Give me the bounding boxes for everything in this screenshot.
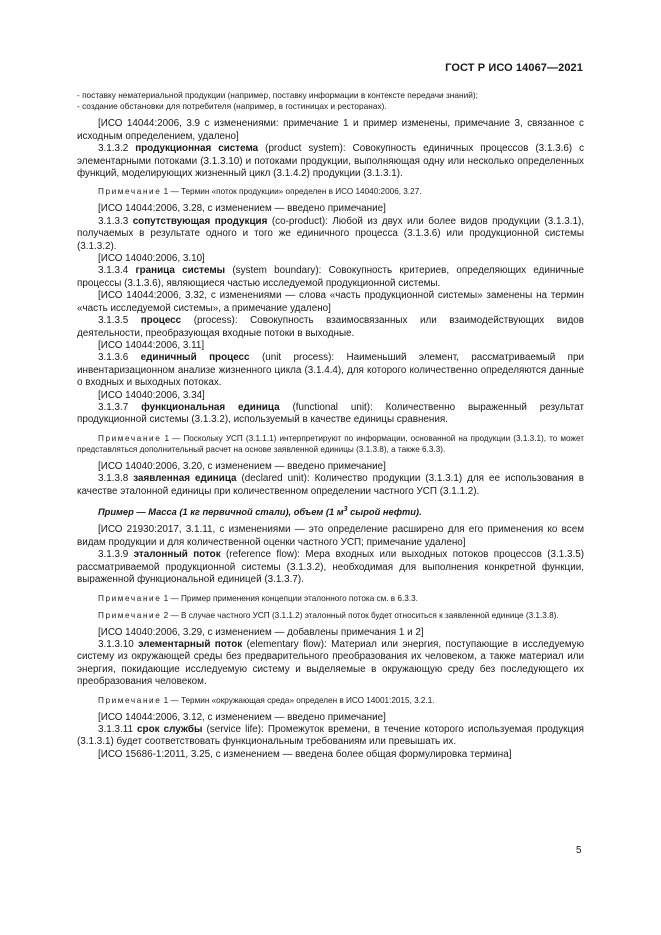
note — [77, 593, 584, 604]
term-3-1-3-10 — [77, 639, 584, 689]
term-title: срок службы — [137, 723, 203, 735]
page-number: 5 — [576, 845, 582, 856]
note-text: 2 — В случае частного УСП (3.1.1.2) эталонный поток будет относиться к заявленной единице (3.1.3.8). — [163, 610, 559, 620]
term-3-1-3-9 — [77, 549, 584, 586]
note-label: Примечание — [98, 433, 162, 443]
term-title: процесс — [140, 315, 182, 327]
note — [77, 610, 584, 621]
term-number: 3.1.3.2 — [98, 143, 129, 155]
note-text: 1 — Термин «поток продукции» определен в ИСО 14040:2006, 3.27. — [163, 187, 422, 197]
term-definition: (elementary flow): Материал или энергия, поступающие в исследуемую систему из окружающей среды без предварительного преобразования их человеком, а также материал или энергия, покидающие исследуемую систему и выделяемые в окружающую среду без последующего их преобразования человеком. — [77, 638, 585, 688]
term-title: эталонный поток — [133, 549, 221, 561]
example — [77, 504, 584, 519]
term-title: сопутствующая продукция — [132, 215, 268, 227]
term-definition: (process): Совокупность взаимосвязанных или взаимодействующих видов деятельности, преобразующая входные потоки в выходные. — [77, 315, 584, 339]
term-3-1-3-11 — [77, 724, 584, 749]
term-definition: (service life): Промежуток времени, в течение которого используемая продукция (3.1.3.1) будет соответствовать функциональным требованиям или превышать их. — [77, 723, 585, 748]
note-text: 1 — Термин «окружающая среда» определен в ИСО 14001:2015, 3.2.1. — [163, 695, 435, 705]
note-label: Примечание — [98, 695, 162, 705]
term-number: 3.1.3.10 — [98, 638, 134, 650]
document-code-header: ГОСТ Р ИСО 14067—2021 — [445, 62, 583, 74]
term-number: 3.1.3.5 — [98, 315, 129, 327]
source-reference: [ИСО 14044:2006, 3.9 с изменениями: примечание 1 и пример изменены, примечание 3, связанное с исходным определением, удалено] — [77, 118, 584, 142]
bullet-item: - создание обстановки для потребителя (например, в гостиницах и ресторанах). — [77, 101, 387, 112]
source-reference: [ИСО 14040:2006, 3.29, с изменением — добавлены примечания 1 и 2] — [98, 626, 424, 638]
source-reference: [ИСО 14040:2006, 3.20, с изменением — введено примечание] — [98, 460, 386, 472]
note — [77, 695, 584, 706]
note — [77, 186, 584, 197]
source-reference: [ИСО 14044:2006, 3.32, с изменениями — слова «часть продукционной системы» заменены на термин «часть исследуемой системы», а примечание удалено] — [77, 290, 584, 314]
source-reference: [ИСО 14040:2006, 3.10] — [98, 253, 205, 265]
term-title: заявленная единица — [133, 473, 237, 485]
term-3-1-3-7 — [77, 402, 584, 427]
example-superscript: 3 — [343, 505, 348, 513]
term-number: 3.1.3.7 — [98, 401, 129, 413]
source-reference: [ИСО 14044:2006, 3.28, с изменением — введено примечание] — [98, 203, 386, 215]
term-definition: (reference flow): Мера входных или выходных потоков процессов (3.1.3.5) рассматриваемой продукционной системы (3.1.3.2), необходимая для выполнения конкретной функции, выраженной функциональной единицей (3.1.3.7). — [77, 549, 585, 586]
source-reference: [ИСО 15686-1:2011, 3.25, с изменением — введена более общая формулировка термина] — [98, 748, 512, 760]
document-body — [77, 90, 584, 761]
note-label: Примечание — [98, 593, 162, 603]
term-number: 3.1.3.9 — [98, 549, 129, 561]
term-3-1-3-4 — [77, 265, 584, 290]
term-title: единичный процесс — [140, 352, 250, 364]
term-number: 3.1.3.8 — [98, 473, 129, 485]
note-text: 1 — Поскольку УСП (3.1.1.1) интерпретируют по информации, основанной на продукции (3.1.3.1), то может представляться дополнительный расчет на основе заявленной единицы (3.1.3.8), а также 6.3.3). — [77, 433, 584, 454]
example-text: Пример — Масса (1 кг первичной стали), объем (1 м — [98, 507, 344, 518]
term-number: 3.1.3.11 — [98, 723, 133, 735]
term-3-1-3-2 — [77, 143, 584, 180]
note-text: 1 — Пример применения концепции эталонного потока см. в 6.3.3. — [163, 593, 418, 603]
term-title: граница системы — [135, 265, 226, 277]
note-label: Примечание — [98, 187, 162, 197]
source-reference: [ИСО 21930:2017, 3.1.11, с изменениями — это определение расширено для его применения ко всем видам продукции и для количественной оценки частного УСП; примечание удалено] — [77, 524, 584, 548]
term-title: продукционная система — [135, 143, 259, 155]
term-3-1-3-8 — [77, 473, 584, 498]
term-definition: (co-product): Любой из двух или более видов продукции (3.1.3.1), получаемых в результате одного и того же единичного процесса (3.1.3.6) или продукционной системы (3.1.3.2). — [77, 215, 584, 252]
term-title: элементарный поток — [138, 638, 243, 650]
term-number: 3.1.3.3 — [98, 215, 129, 227]
term-3-1-3-3 — [77, 216, 584, 253]
note-label: Примечание — [98, 610, 162, 620]
term-definition: (declared unit): Количество продукции (3.1.3.1) для ее использования в качестве эталонной единицы при количественном определении частного УСП (3.1.1.2). — [77, 473, 584, 497]
term-3-1-3-5 — [77, 315, 584, 340]
example-tail: сырой нефти). — [347, 507, 422, 518]
term-definition: (unit process): Наименьший элемент, рассматриваемый при инвентаризационном анализе жизненного цикла (3.1.4.4), для которого количественно определяются данные о входных и выходных потоках. — [77, 352, 585, 389]
source-reference: [ИСО 14044:2006, 3.12, с изменением — введено примечание] — [98, 711, 386, 723]
note — [77, 433, 584, 455]
term-number: 3.1.3.6 — [98, 352, 129, 364]
term-definition: (system boundary): Совокупность критериев, определяющих единичные процессы (3.1.3.6), являющиеся частью исследуемой продукционной системы. — [77, 265, 584, 289]
source-reference: [ИСО 14040:2006, 3.34] — [98, 389, 205, 401]
term-number: 3.1.3.4 — [98, 265, 129, 277]
term-title: функциональная единица — [141, 401, 280, 413]
bullet-item: - поставку нематериальной продукции (например, поставку информации в контексте передачи знаний); — [77, 90, 478, 100]
term-definition: (product system): Совокупность единичных процессов (3.1.3.6) с элементарными потоками (3.1.3.10) и потоками продукции, выполняющая одну или несколько определенных функций, моделирующих жизненный цикл (3.1.4.2) продукции (3.1.3.1). — [77, 143, 585, 180]
term-3-1-3-6 — [77, 352, 584, 389]
source-reference: [ИСО 14044:2006, 3.11] — [98, 339, 205, 351]
term-definition: (functional unit): Количественно выраженный результат продукционной системы (3.1.3.2), используемый в качестве единицы сравнения. — [77, 401, 584, 426]
